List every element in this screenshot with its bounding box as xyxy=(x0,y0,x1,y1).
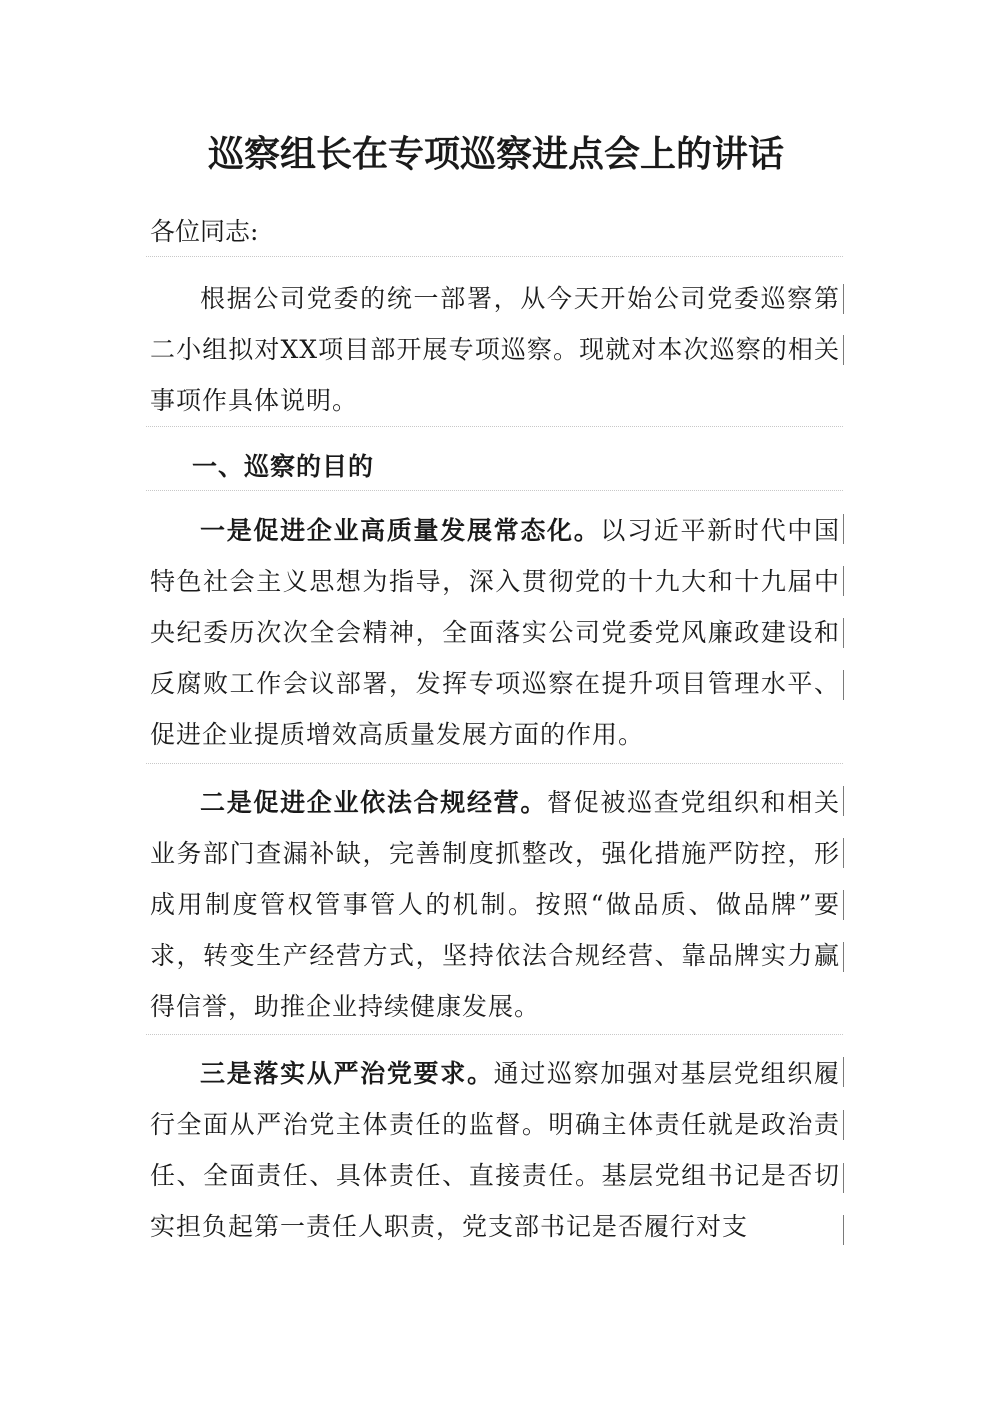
line-end-marker xyxy=(843,942,844,972)
salutation: 各位同志: xyxy=(150,217,259,246)
line-end-marker xyxy=(843,618,844,648)
line-end-marker xyxy=(843,1057,844,1087)
point-lead-1: 一是促进企业高质量发展常态化。 xyxy=(200,516,601,545)
point-body-2: 督促被巡查党组织和相关业务部门查漏补缺，完善制度抓整改，强化措施严防控，形成用制度管权管事管人的机制。按照“做品质、做品牌”要求，转变生产经营方式，坚持依法合规经营、靠品牌实力赢得信誉，助推企业持续健康发展。 xyxy=(150,788,840,1021)
point-paragraph-3 xyxy=(150,1048,840,1252)
line-end-marker xyxy=(843,335,844,365)
point-lead-3: 三是落实从严治党要求。 xyxy=(200,1059,494,1088)
paragraph-separator xyxy=(146,1034,843,1035)
point-paragraph-2 xyxy=(150,777,840,1032)
paragraph-separator xyxy=(146,490,843,491)
paragraph-separator xyxy=(146,426,843,427)
line-end-marker xyxy=(843,838,844,868)
line-end-marker xyxy=(843,1215,844,1245)
paragraph-separator xyxy=(146,256,843,257)
line-end-marker xyxy=(843,1163,844,1193)
line-end-marker xyxy=(843,514,844,544)
intro-paragraph: 根据公司党委的统一部署，从今天开始公司党委巡察第二小组拟对XX项目部开展专项巡察。现就对本次巡察的相关事项作具体说明。 xyxy=(150,284,840,415)
section-heading-purpose: 一、巡察的目的 xyxy=(192,452,375,481)
point-body-3: 通过巡察加强对基层党组织履行全面从严治党主体责任的监督。明确主体责任就是政治责任、全面责任、具体责任、直接责任。基层党组书记是否切实担负起第一责任人职责，党支部书记是否履行对支 xyxy=(150,1059,840,1241)
line-end-marker xyxy=(843,670,844,700)
line-end-marker xyxy=(843,566,844,596)
document-title: 巡察组长在专项巡察进点会上的讲话 xyxy=(207,133,784,175)
paragraph-separator xyxy=(146,763,843,764)
line-end-marker xyxy=(843,1110,844,1140)
point-body-1: 以习近平新时代中国特色社会主义思想为指导，深入贯彻党的十九大和十九届中央纪委历次次全会精神，全面落实公司党委党风廉政建设和反腐败工作会议部署，发挥专项巡察在提升项目管理水平、促进企业提质增效高质量发展方面的作用。 xyxy=(150,516,840,749)
line-end-marker xyxy=(843,890,844,920)
line-end-marker xyxy=(843,284,844,314)
point-paragraph-1 xyxy=(150,505,840,760)
point-lead-2: 二是促进企业依法合规经营。 xyxy=(200,788,548,817)
line-end-marker xyxy=(843,786,844,816)
